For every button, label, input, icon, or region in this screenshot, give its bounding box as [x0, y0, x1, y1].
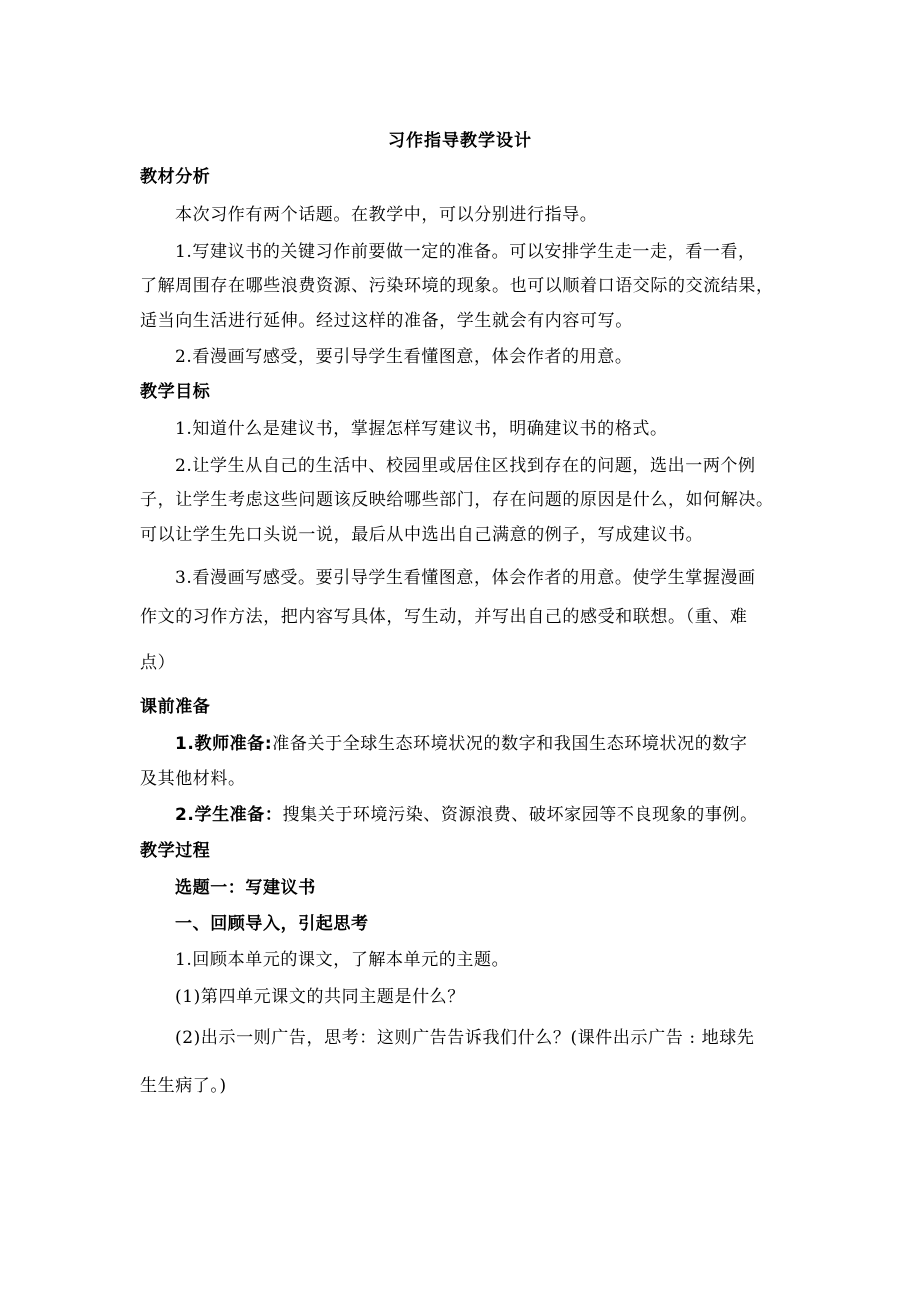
section-heading-teaching-goals: 教学目标: [140, 382, 211, 402]
label-teacher-prep: 1.教师准备:: [175, 734, 273, 754]
label-student-prep: 2.学生准备：: [175, 805, 283, 825]
text-student-prep: 搜集关于环境污染、资源浪费、破坏家园等不良现象的事例。: [282, 805, 758, 825]
paragraph: 1.回顾本单元的课文，了解本单元的主题。: [175, 950, 510, 970]
question-item: (2)出示一则广告，思考：这则广告告诉我们什么？(课件出示广告 : 地球先: [175, 1028, 755, 1048]
paragraph-continuation: 作文的习作方法，把内容写具体，写生动，并写出自己的感受和联想。（重、难: [140, 607, 748, 627]
document-title: 习作指导教学设计: [388, 131, 532, 151]
paragraph: 2.让学生从自己的生活中、校园里或居住区找到存在的问题，选出一两个例: [175, 456, 756, 476]
paragraph-continuation: 可以让学生先口头说一说，最后从中选出自己满意的例子，写成建议书。: [140, 525, 704, 545]
paragraph-continuation: 生生病了。): [140, 1076, 227, 1096]
paragraph: 1.知道什么是建议书，掌握怎样写建议书，明确建议书的格式。: [175, 419, 668, 439]
section-heading-textbook-analysis: 教材分析: [140, 167, 211, 187]
paragraph-continuation: 子，让学生考虑这些问题该反映给哪些部门，存在问题的原因是什么，如何解决。: [140, 490, 774, 510]
paragraph-continuation: 及其他材料。: [140, 769, 246, 789]
topic-heading: 选题一：写建议书: [175, 878, 316, 898]
paragraph: 2.看漫画写感受，要引导学生看懂图意，体会作者的用意。: [175, 347, 633, 367]
paragraph: 本次习作有两个话题。在教学中，可以分别进行指导。: [175, 205, 598, 225]
paragraph: 1.写建议书的关键习作前要做一定的准备。可以安排学生走一走，看一看，: [175, 242, 756, 262]
paragraph-continuation: 点）: [140, 653, 176, 673]
paragraph: [175, 729, 748, 754]
paragraph: [175, 800, 758, 825]
paragraph: 3.看漫画写感受。要引导学生看懂图意，体会作者的用意。使学生掌握漫画: [175, 568, 756, 588]
paragraph-continuation: 适当向生活进行延伸。经过这样的准备，学生就会有内容可写。: [140, 311, 633, 331]
paragraph-continuation: 了解周围存在哪些浪费资源、污染环境的现象。也可以顺着口语交际的交流结果，: [140, 276, 774, 296]
section-heading-teaching-process: 教学过程: [140, 841, 211, 861]
section-heading-preparation: 课前准备: [140, 697, 211, 717]
step-heading: 一、回顾导入，引起思考: [175, 914, 369, 934]
text-teacher-prep: 准备关于全球生态环境状况的数字和我国生态环境状况的数字: [272, 734, 748, 754]
question-item: (1)第四单元课文的共同主题是什么？: [175, 987, 465, 1007]
